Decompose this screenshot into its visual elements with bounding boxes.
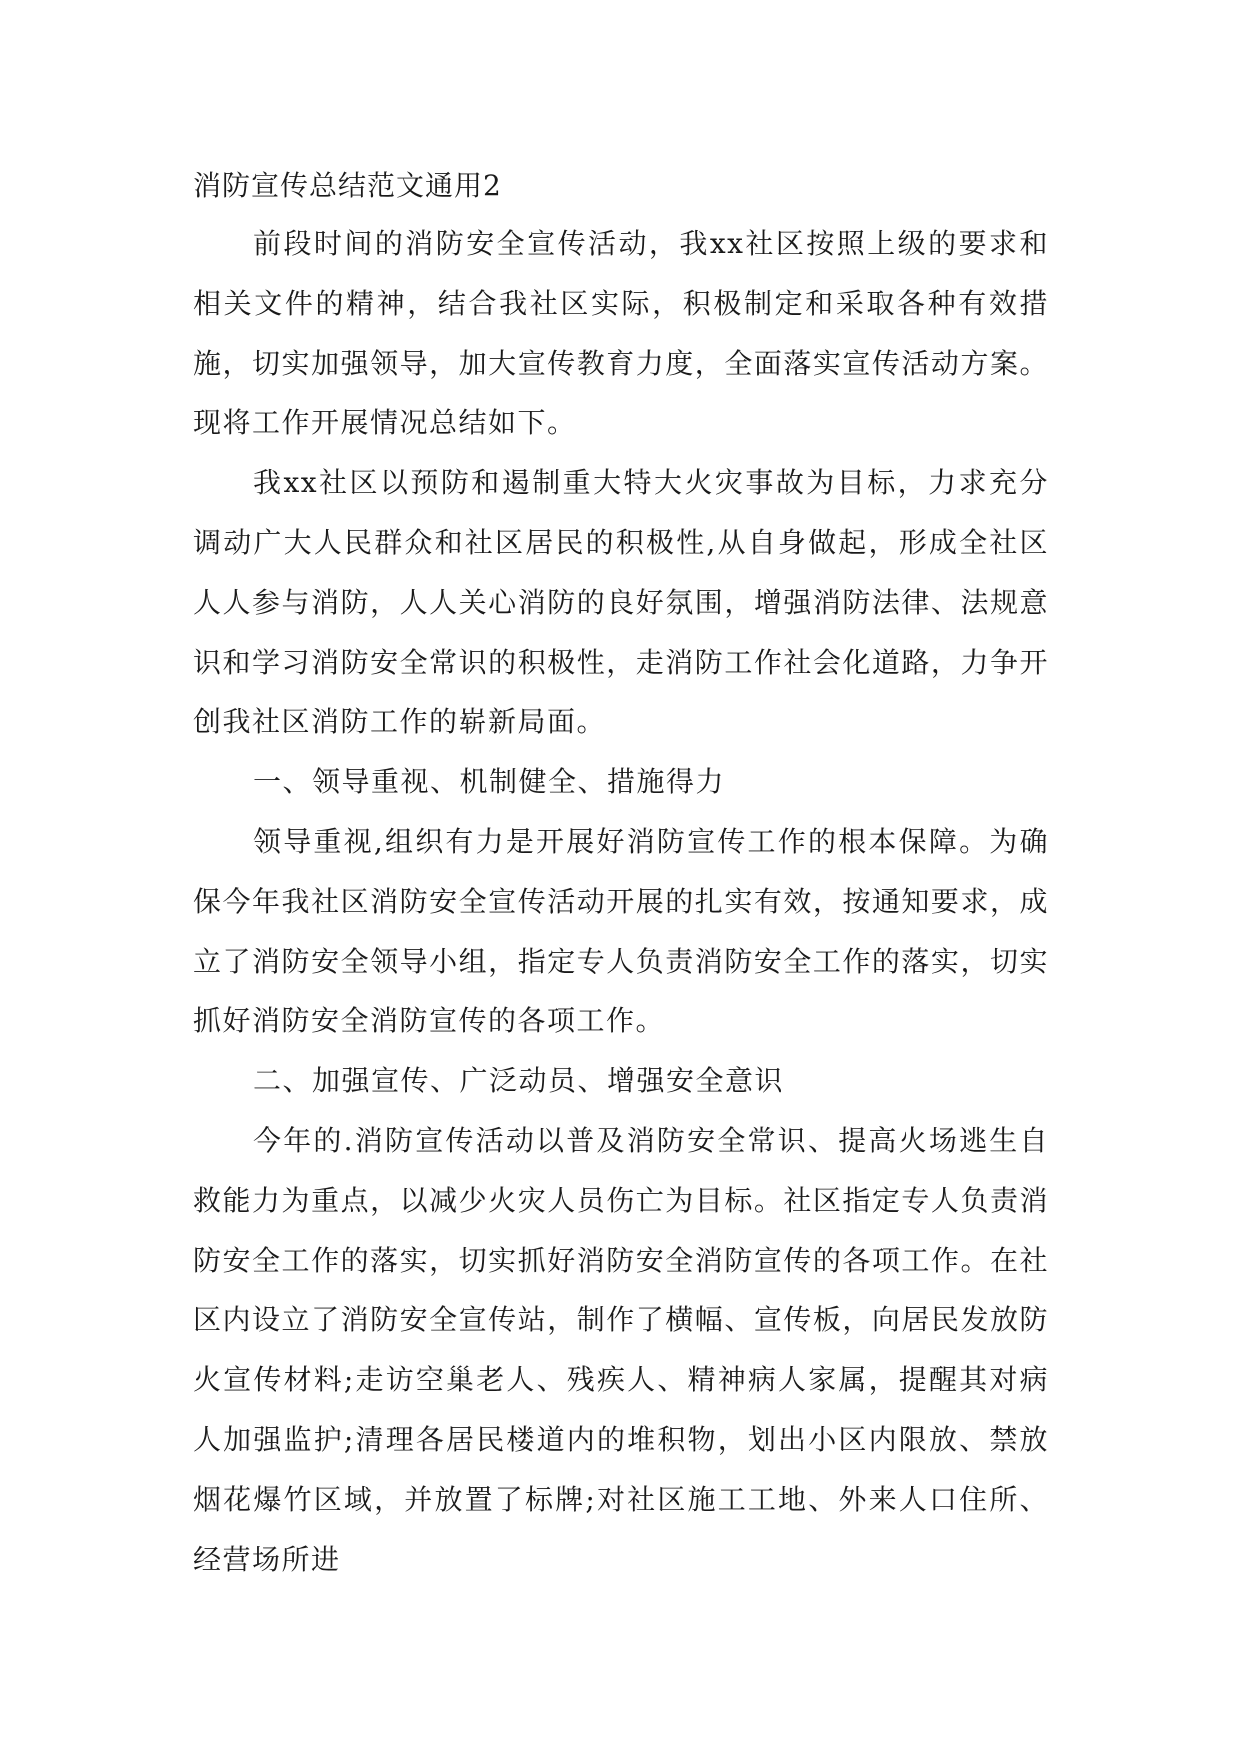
section-heading-1: 一、领导重视、机制健全、措施得力: [253, 765, 726, 799]
section-heading-2: 二、加强宣传、广泛动员、增强安全意识: [253, 1064, 785, 1098]
paragraph-leadership: 领导重视,组织有力是开展好消防宣传工作的根本保障。为确保今年我社区消防安全宣传活动开展的扎实有效，按通知要求，成立了消防安全领导小组，指定专人负责消防安全工作的落实，切实抓好消防安全消防宣传的各项工作。: [193, 824, 1049, 1038]
paragraph-publicity: 今年的.消防宣传活动以普及消防安全常识、提高火场逃生自救能力为重点，以减少火灾人员伤亡为目标。社区指定专人负责消防安全工作的落实，切实抓好消防安全消防宣传的各项工作。在社区内设立了消防安全宣传站，制作了横幅、宣传板，向居民发放防火宣传材料;走访空巢老人、残疾人、精神病人家属，提醒其对病人加强监护;清理各居民楼道内的堆积物，划出小区内限放、禁放烟花爆竹区域，并放置了标牌;对社区施工工地、外来人口住所、经营场所进: [193, 1123, 1049, 1576]
document-body: [193, 158, 1049, 1589]
paragraph-intro: 前段时间的消防安全宣传活动，我xx社区按照上级的要求和相关文件的精神，结合我社区实际，积极制定和采取各种有效措施，切实加强领导，加大宣传教育力度，全面落实宣传活动方案。现将工作开展情况总结如下。: [193, 227, 1049, 440]
paragraph-goal: 我xx社区以预防和遏制重大特大火灾事故为目标，力求充分调动广大人民群众和社区居民的积极性,从自身做起，形成全社区人人参与消防，人人关心消防的良好氛围，增强消防法律、法规意识和学习消防安全常识的积极性，走消防工作社会化道路，力争开创我社区消防工作的崭新局面。: [193, 466, 1049, 739]
document-title: 消防宣传总结范文通用2: [193, 169, 502, 202]
